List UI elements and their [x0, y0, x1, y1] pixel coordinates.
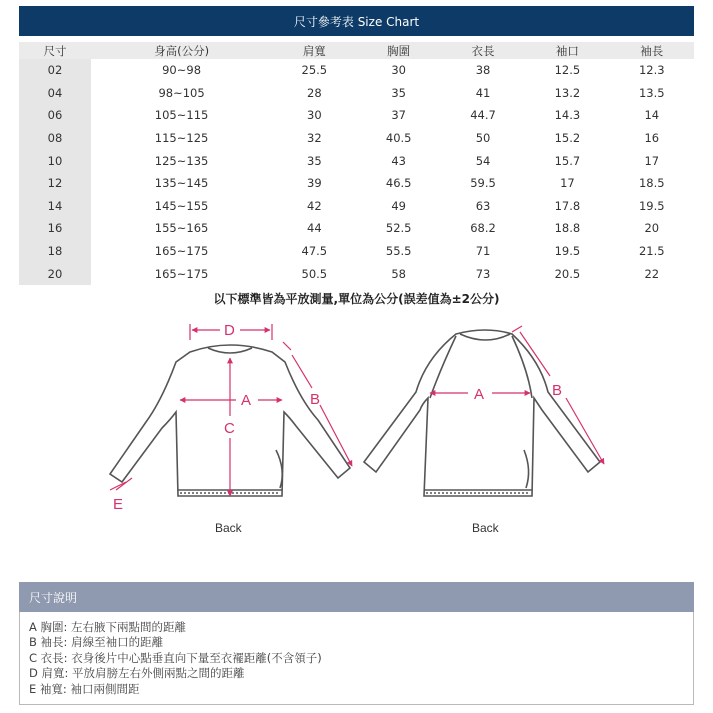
size-cell: 02	[19, 59, 91, 82]
table-cell: 165~175	[154, 244, 209, 259]
table-cell: 12.3	[638, 63, 665, 78]
table-cell: 21.5	[638, 244, 665, 259]
table-cell: 16	[644, 131, 660, 146]
table-cell: 43	[391, 153, 406, 168]
table-cell: 63	[475, 198, 491, 213]
table-cell: 54	[475, 153, 491, 168]
table-cell: 18.8	[554, 221, 581, 236]
size-cell: 20	[19, 262, 91, 285]
table-cell: 13.5	[638, 85, 665, 100]
table-cell: 58	[391, 266, 406, 281]
table-cell: 14	[644, 108, 660, 123]
table-cell: 155~165	[154, 221, 209, 236]
table-cell: 44.7	[470, 108, 496, 123]
size-chart-title-bar	[19, 6, 694, 36]
table-row	[19, 240, 694, 263]
table-cell: 105~115	[154, 108, 209, 123]
table-cell: 15.7	[554, 153, 581, 168]
table-cell: 55.5	[385, 244, 412, 259]
size-cell: 16	[19, 217, 91, 240]
right-sweater-outline	[364, 330, 600, 496]
table-cell: 115~125	[154, 131, 209, 146]
table-cell: 19.5	[638, 198, 665, 213]
table-cell: 73	[475, 266, 491, 281]
mark-d: D	[224, 322, 235, 339]
table-cell: 44	[307, 221, 322, 236]
mark-a-right: A	[474, 386, 485, 403]
table-cell: 35	[391, 85, 406, 100]
table-cell: 49	[391, 198, 406, 213]
table-cell: 40.5	[385, 131, 412, 146]
description-item: D 肩寬: 平放肩膀左右外側兩點之間的距離	[29, 666, 245, 681]
left-sweater-neck	[208, 348, 252, 353]
table-cell: 17	[644, 153, 660, 168]
table-cell: 32	[307, 131, 322, 146]
column-header: 袖口	[525, 42, 609, 59]
size-table	[19, 42, 694, 285]
column-header: 衣長	[441, 42, 525, 59]
size-description-title: 尺寸說明	[29, 590, 78, 605]
size-description-body	[19, 612, 694, 705]
table-row	[19, 59, 694, 82]
table-cell: 68.2	[470, 221, 496, 236]
table-cell: 20.5	[554, 266, 581, 281]
size-cell: 10	[19, 149, 91, 172]
mark-c: C	[224, 420, 235, 437]
description-item: C 衣長: 衣身後片中心點垂直向下量至衣襬距離(不含領子)	[29, 650, 322, 665]
size-cell: 18	[19, 240, 91, 263]
table-cell: 14.3	[554, 108, 581, 123]
table-cell: 28	[307, 85, 322, 100]
table-cell: 37	[391, 108, 406, 123]
table-cell: 13.2	[554, 85, 581, 100]
right-back-caption: Back	[472, 521, 499, 535]
table-cell: 50.5	[301, 266, 328, 281]
table-row	[19, 82, 694, 105]
size-cell: 04	[19, 82, 91, 105]
table-cell: 20	[644, 221, 660, 236]
column-header: 胸圍	[357, 42, 441, 59]
size-table-header-row	[19, 42, 694, 59]
table-cell: 42	[307, 198, 322, 213]
size-description-list	[20, 612, 693, 697]
size-chart-title: 尺寸參考表 Size Chart	[293, 14, 420, 29]
table-cell: 39	[307, 176, 322, 191]
measurement-note: 以下標準皆為平放測量,單位為公分(誤差值為±2公分)	[213, 292, 500, 306]
table-row	[19, 172, 694, 195]
left-sweater-side-seam	[276, 450, 282, 488]
description-item: A 胸圍: 左右腋下兩點間的距離	[29, 620, 187, 634]
table-cell: 15.2	[554, 131, 581, 146]
table-cell: 47.5	[301, 244, 328, 259]
description-item: B 袖長: 肩線至袖口的距離	[29, 635, 164, 650]
table-cell: 25.5	[301, 63, 328, 78]
right-sweater-drawing	[364, 330, 600, 496]
table-cell: 71	[475, 244, 491, 259]
mark-a-left: A	[241, 392, 252, 409]
table-cell: 35	[307, 153, 322, 168]
table-row	[19, 127, 694, 150]
table-cell: 12.5	[554, 63, 581, 78]
table-cell: 17	[560, 176, 575, 191]
table-cell: 38	[475, 63, 491, 78]
size-description-header	[19, 582, 694, 612]
right-sweater-side-seam	[524, 450, 529, 488]
table-cell: 50	[475, 131, 491, 146]
table-cell: 41	[475, 85, 491, 100]
right-sweater-neck	[460, 334, 510, 340]
table-cell: 145~155	[154, 198, 209, 213]
table-row	[19, 149, 694, 172]
size-cell: 08	[19, 127, 91, 150]
table-row	[19, 217, 694, 240]
table-cell: 52.5	[385, 221, 412, 236]
table-cell: 135~145	[154, 176, 209, 191]
table-cell: 90~98	[162, 63, 202, 78]
table-cell: 46.5	[385, 176, 412, 191]
table-cell: 98~105	[158, 85, 205, 100]
table-cell: 30	[307, 108, 322, 123]
mark-b-right: B	[552, 382, 563, 399]
table-cell: 165~175	[154, 266, 209, 281]
table-cell: 19.5	[554, 244, 581, 259]
size-cell: 06	[19, 104, 91, 127]
mark-e: E	[113, 496, 124, 513]
left-back-caption: Back	[215, 521, 242, 535]
table-cell: 125~135	[154, 153, 209, 168]
left-measure-marks	[110, 324, 352, 496]
measurement-diagram	[0, 300, 713, 550]
column-header: 袖長	[610, 42, 694, 59]
size-cell: 14	[19, 195, 91, 218]
table-row	[19, 104, 694, 127]
column-header: 身高(公分)	[91, 42, 272, 59]
table-cell: 18.5	[638, 176, 665, 191]
mark-b-left: B	[310, 391, 321, 408]
description-item: E 袖寬: 袖口兩側間距	[29, 681, 140, 696]
column-header: 肩寬	[272, 42, 356, 59]
table-row	[19, 195, 694, 218]
size-cell: 12	[19, 172, 91, 195]
table-row	[19, 262, 694, 285]
table-cell: 22	[644, 266, 660, 281]
table-cell: 17.8	[554, 198, 581, 213]
column-header: 尺寸	[19, 42, 91, 59]
table-cell: 30	[391, 63, 406, 78]
table-cell: 59.5	[470, 176, 496, 191]
